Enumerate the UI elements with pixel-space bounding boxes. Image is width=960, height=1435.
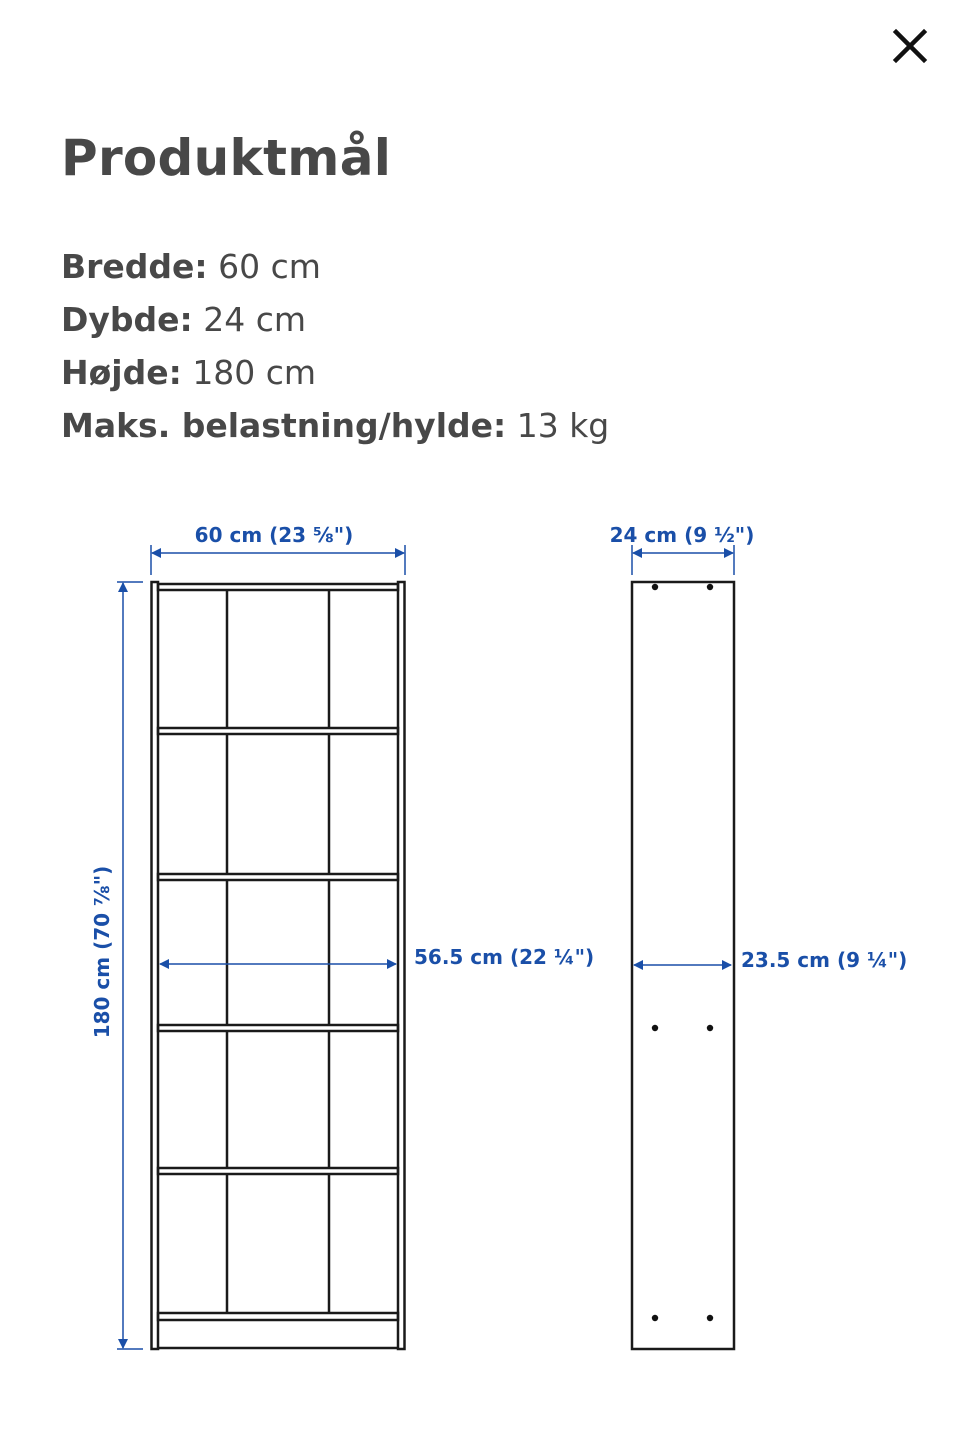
- depth-label: 24 cm (9 ½"): [609, 523, 755, 547]
- front-view: [90, 523, 594, 1349]
- width-dimension: [151, 523, 405, 575]
- page-title: Produktmål: [61, 129, 392, 187]
- inner-depth-dimension: [634, 948, 907, 972]
- inner-width-dimension: [160, 945, 594, 969]
- product-dimensions-list: [61, 240, 609, 452]
- side-panel: [632, 582, 734, 1349]
- spec-value: 24 cm: [203, 300, 307, 339]
- spec-label: Højde:: [61, 353, 182, 392]
- side-view: [610, 523, 908, 1349]
- shelf-pin-holes: [652, 584, 713, 1321]
- close-button[interactable]: [884, 20, 936, 72]
- close-icon: [892, 28, 928, 64]
- spec-value: 180 cm: [192, 353, 317, 392]
- spec-value: 13 kg: [516, 406, 610, 445]
- spec-max-load: [61, 399, 609, 452]
- spec-label: Maks. belastning/hylde:: [61, 406, 507, 445]
- spec-label: Bredde:: [61, 247, 208, 286]
- spec-label: Dybde:: [61, 300, 193, 339]
- spec-depth: [61, 293, 609, 346]
- spec-width: [61, 240, 609, 293]
- spec-value: 60 cm: [218, 247, 321, 286]
- height-dimension: [90, 582, 143, 1349]
- bookcase-front: [152, 582, 405, 1349]
- inner-depth-label: 23.5 cm (9 ¼"): [741, 948, 908, 972]
- width-label: 60 cm (23 ⅝"): [194, 523, 354, 547]
- height-label: 180 cm (70 ⅞"): [90, 865, 114, 1039]
- depth-dimension: [610, 523, 755, 575]
- inner-width-label: 56.5 cm (22 ¼"): [414, 945, 595, 969]
- spec-height: [61, 346, 609, 399]
